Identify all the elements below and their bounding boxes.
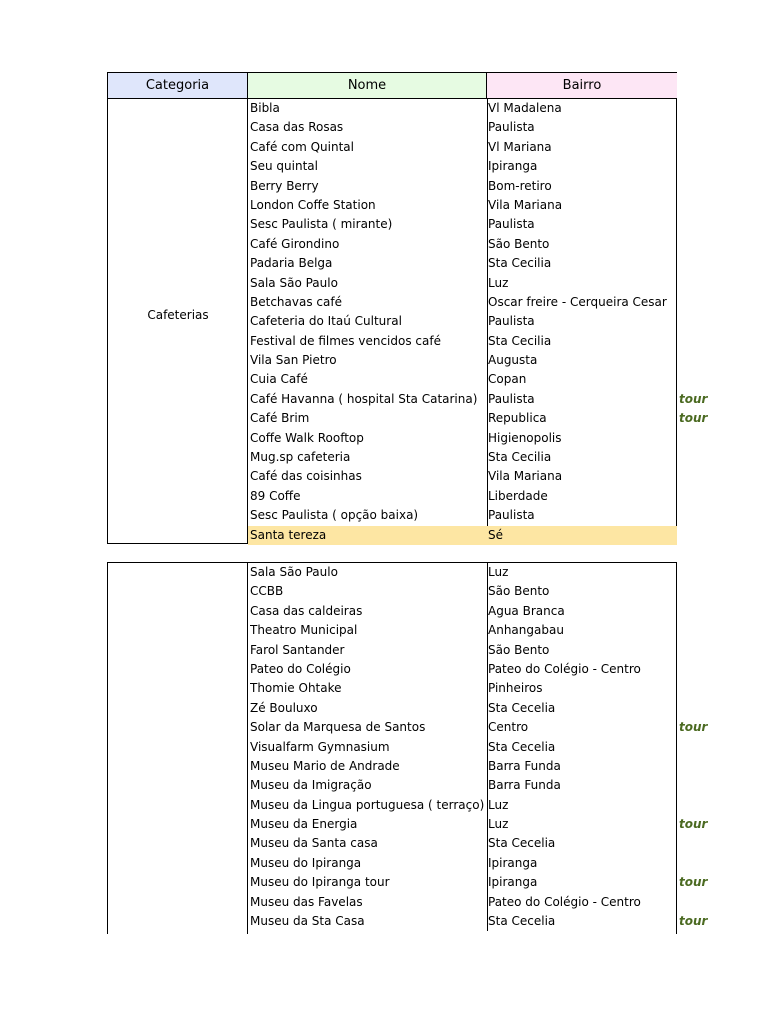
tour-label: tour bbox=[679, 817, 708, 832]
bairro-cell: Liberdade bbox=[488, 488, 548, 503]
table-row bbox=[248, 467, 677, 486]
bairro-cell: Bom-retiro bbox=[488, 178, 552, 193]
table-row bbox=[248, 177, 677, 196]
nome-cell: Casa das caldeiras bbox=[250, 603, 363, 618]
nome-cell: Seu quintal bbox=[250, 159, 318, 174]
table-row bbox=[248, 582, 677, 601]
tour-label: tour bbox=[679, 720, 708, 735]
nome-cell: CCBB bbox=[250, 584, 284, 599]
table-row bbox=[248, 370, 677, 389]
table-row bbox=[248, 293, 677, 312]
bairro-cell: Vila Mariana bbox=[488, 197, 563, 212]
bairro-cell: Sta Cecilia bbox=[488, 256, 552, 271]
nome-cell: Sala São Paulo bbox=[250, 565, 338, 579]
nome-cell: Casa das Rosas bbox=[250, 120, 344, 135]
bairro-cell: Ipiranga bbox=[488, 159, 538, 174]
bairro-cell: Vl Madalena bbox=[488, 101, 562, 115]
nome-cell: Bibla bbox=[250, 101, 280, 115]
bairro-cell: Barra Funda bbox=[488, 778, 561, 793]
table-row bbox=[248, 429, 677, 448]
nome-cell: Sesc Paulista ( opção baixa) bbox=[250, 508, 419, 523]
table-row bbox=[248, 196, 677, 215]
nome-cell: Theatro Municipal bbox=[250, 623, 358, 638]
bairro-cell: Copan bbox=[488, 372, 527, 387]
bairro-cell: Ipiranga bbox=[488, 875, 538, 890]
table-row bbox=[248, 235, 677, 254]
bairro-cell: Republica bbox=[488, 411, 547, 426]
table-row bbox=[248, 138, 677, 157]
table-row bbox=[248, 409, 677, 428]
bairro-cell: Paulista bbox=[488, 217, 535, 232]
table-row bbox=[248, 99, 677, 118]
category-label: Cafeterias bbox=[147, 308, 209, 322]
nome-cell: Museu da Lingua portuguesa ( terraço) bbox=[250, 797, 485, 812]
nome-cell: Museu da Energia bbox=[250, 817, 358, 832]
nome-cell: Coffe Walk Rooftop bbox=[250, 430, 364, 445]
table-row bbox=[248, 873, 677, 892]
nome-cell: Sala São Paulo bbox=[250, 275, 338, 290]
nome-cell: Solar da Marquesa de Santos bbox=[250, 720, 426, 735]
header-categoria: Categoria bbox=[108, 73, 248, 99]
bairro-cell: Paulista bbox=[488, 120, 535, 135]
nome-cell: Café Girondino bbox=[250, 236, 340, 251]
bairro-cell: Centro bbox=[488, 720, 529, 735]
nome-cell: Museu da Imigração bbox=[250, 778, 372, 793]
table-row bbox=[248, 796, 677, 815]
bairro-cell: São Bento bbox=[488, 642, 550, 657]
nome-cell: Santa tereza bbox=[250, 527, 327, 542]
nome-cell: Museu do Ipiranga bbox=[250, 855, 362, 870]
nome-cell: London Coffe Station bbox=[250, 197, 376, 212]
table-row bbox=[248, 390, 677, 409]
table-row bbox=[248, 332, 677, 351]
nome-cell: Vila San Pietro bbox=[250, 353, 337, 368]
tour-label: tour bbox=[679, 875, 708, 890]
table-row bbox=[248, 448, 677, 467]
table-row bbox=[248, 563, 677, 582]
nome-cell: Museu Mario de Andrade bbox=[250, 758, 400, 773]
bairro-cell: Vl Mariana bbox=[488, 139, 552, 154]
table-row bbox=[248, 912, 677, 931]
table-row bbox=[248, 834, 677, 853]
bairro-cell: Sta Cecilia bbox=[488, 450, 552, 465]
category-column bbox=[108, 99, 248, 543]
table-row bbox=[248, 815, 677, 834]
bairro-cell: Vila Mariana bbox=[488, 469, 563, 484]
nome-cell: Mug.sp cafeteria bbox=[250, 450, 351, 465]
bairro-cell: Paulista bbox=[488, 391, 535, 406]
table-row bbox=[248, 254, 677, 273]
table-row bbox=[248, 157, 677, 176]
table-row bbox=[248, 854, 677, 873]
nome-cell: Berry Berry bbox=[250, 178, 319, 193]
table-row bbox=[248, 312, 677, 331]
table-row bbox=[248, 487, 677, 506]
bairro-cell: Sta Cecelia bbox=[488, 914, 556, 929]
nome-cell: Café com Quintal bbox=[250, 139, 354, 154]
table-row bbox=[248, 602, 677, 621]
bairro-cell: Pinheiros bbox=[488, 681, 543, 696]
nome-cell: Betchavas café bbox=[250, 294, 342, 309]
table-row bbox=[248, 718, 677, 737]
nome-cell: Thomie Ohtake bbox=[250, 681, 342, 696]
bairro-cell: Anhangabau bbox=[488, 623, 564, 638]
bairro-cell: Luz bbox=[488, 565, 509, 579]
nome-cell: Café das coisinhas bbox=[250, 469, 362, 484]
bairro-cell: Paulista bbox=[488, 508, 535, 523]
table-row bbox=[248, 699, 677, 718]
table-row bbox=[248, 660, 677, 679]
nome-cell: Padaria Belga bbox=[250, 256, 333, 271]
bairro-cell: São Bento bbox=[488, 584, 550, 599]
nome-cell: Cuia Café bbox=[250, 372, 308, 387]
nome-cell: Festival de filmes vencidos café bbox=[250, 333, 441, 348]
table-row bbox=[248, 351, 677, 370]
nome-cell: Museu da Santa casa bbox=[250, 836, 378, 851]
table-row bbox=[248, 621, 677, 640]
bairro-cell: Sta Cecilia bbox=[488, 333, 552, 348]
bairro-cell: Sta Cecelia bbox=[488, 700, 556, 715]
bairro-cell: Luz bbox=[488, 817, 509, 832]
table-row bbox=[248, 641, 677, 660]
table-row bbox=[248, 274, 677, 293]
header-bairro: Bairro bbox=[487, 73, 677, 99]
table-row bbox=[248, 893, 677, 912]
bairro-cell: Agua Branca bbox=[488, 603, 565, 618]
bairro-cell: São Bento bbox=[488, 236, 550, 251]
table-row bbox=[248, 679, 677, 698]
bairro-cell: Paulista bbox=[488, 314, 535, 329]
nome-cell: Café Havanna ( hospital Sta Catarina) bbox=[250, 391, 478, 406]
category-column bbox=[108, 563, 248, 934]
cafeterias-table bbox=[107, 72, 677, 544]
bairro-cell: Augusta bbox=[488, 353, 538, 368]
table-rows bbox=[248, 99, 677, 545]
bairro-cell: Pateo do Colégio - Centro bbox=[488, 894, 641, 909]
table-row bbox=[248, 526, 677, 545]
table-rows bbox=[248, 563, 677, 931]
nome-cell: Café Brim bbox=[250, 411, 310, 426]
nome-cell: 89 Coffe bbox=[250, 488, 301, 503]
nome-cell: Sesc Paulista ( mirante) bbox=[250, 217, 393, 232]
header-nome: Nome bbox=[248, 73, 487, 99]
table-row bbox=[248, 215, 677, 234]
bairro-cell: Sé bbox=[488, 527, 503, 542]
nome-cell: Cafeteria do Itaú Cultural bbox=[250, 314, 402, 329]
bairro-cell: Sta Cecelia bbox=[488, 836, 556, 851]
nome-cell: Visualfarm Gymnasium bbox=[250, 739, 390, 754]
bairro-cell: Luz bbox=[488, 797, 509, 812]
bairro-cell: Ipiranga bbox=[488, 855, 538, 870]
bairro-cell: Higienopolis bbox=[488, 430, 562, 445]
table-row bbox=[248, 738, 677, 757]
bairro-cell: Oscar freire - Cerqueira Cesar bbox=[488, 294, 667, 309]
tour-label: tour bbox=[679, 914, 708, 929]
nome-cell: Farol Santander bbox=[250, 642, 345, 657]
nome-cell: Museu das Favelas bbox=[250, 894, 363, 909]
nome-cell: Zé Bouluxo bbox=[250, 700, 318, 715]
bairro-cell: Sta Cecelia bbox=[488, 739, 556, 754]
tour-label: tour bbox=[679, 392, 708, 406]
places-table bbox=[107, 562, 677, 934]
bairro-cell: Luz bbox=[488, 275, 509, 290]
bairro-cell: Barra Funda bbox=[488, 758, 561, 773]
table-row bbox=[248, 757, 677, 776]
bairro-cell: Pateo do Colégio - Centro bbox=[488, 661, 641, 676]
tour-label: tour bbox=[679, 411, 708, 426]
table-row bbox=[248, 506, 677, 525]
nome-cell: Pateo do Colégio bbox=[250, 661, 351, 676]
nome-cell: Museu do Ipiranga tour bbox=[250, 875, 390, 890]
table-row bbox=[248, 776, 677, 795]
nome-cell: Museu da Sta Casa bbox=[250, 914, 365, 929]
table-row bbox=[248, 118, 677, 137]
